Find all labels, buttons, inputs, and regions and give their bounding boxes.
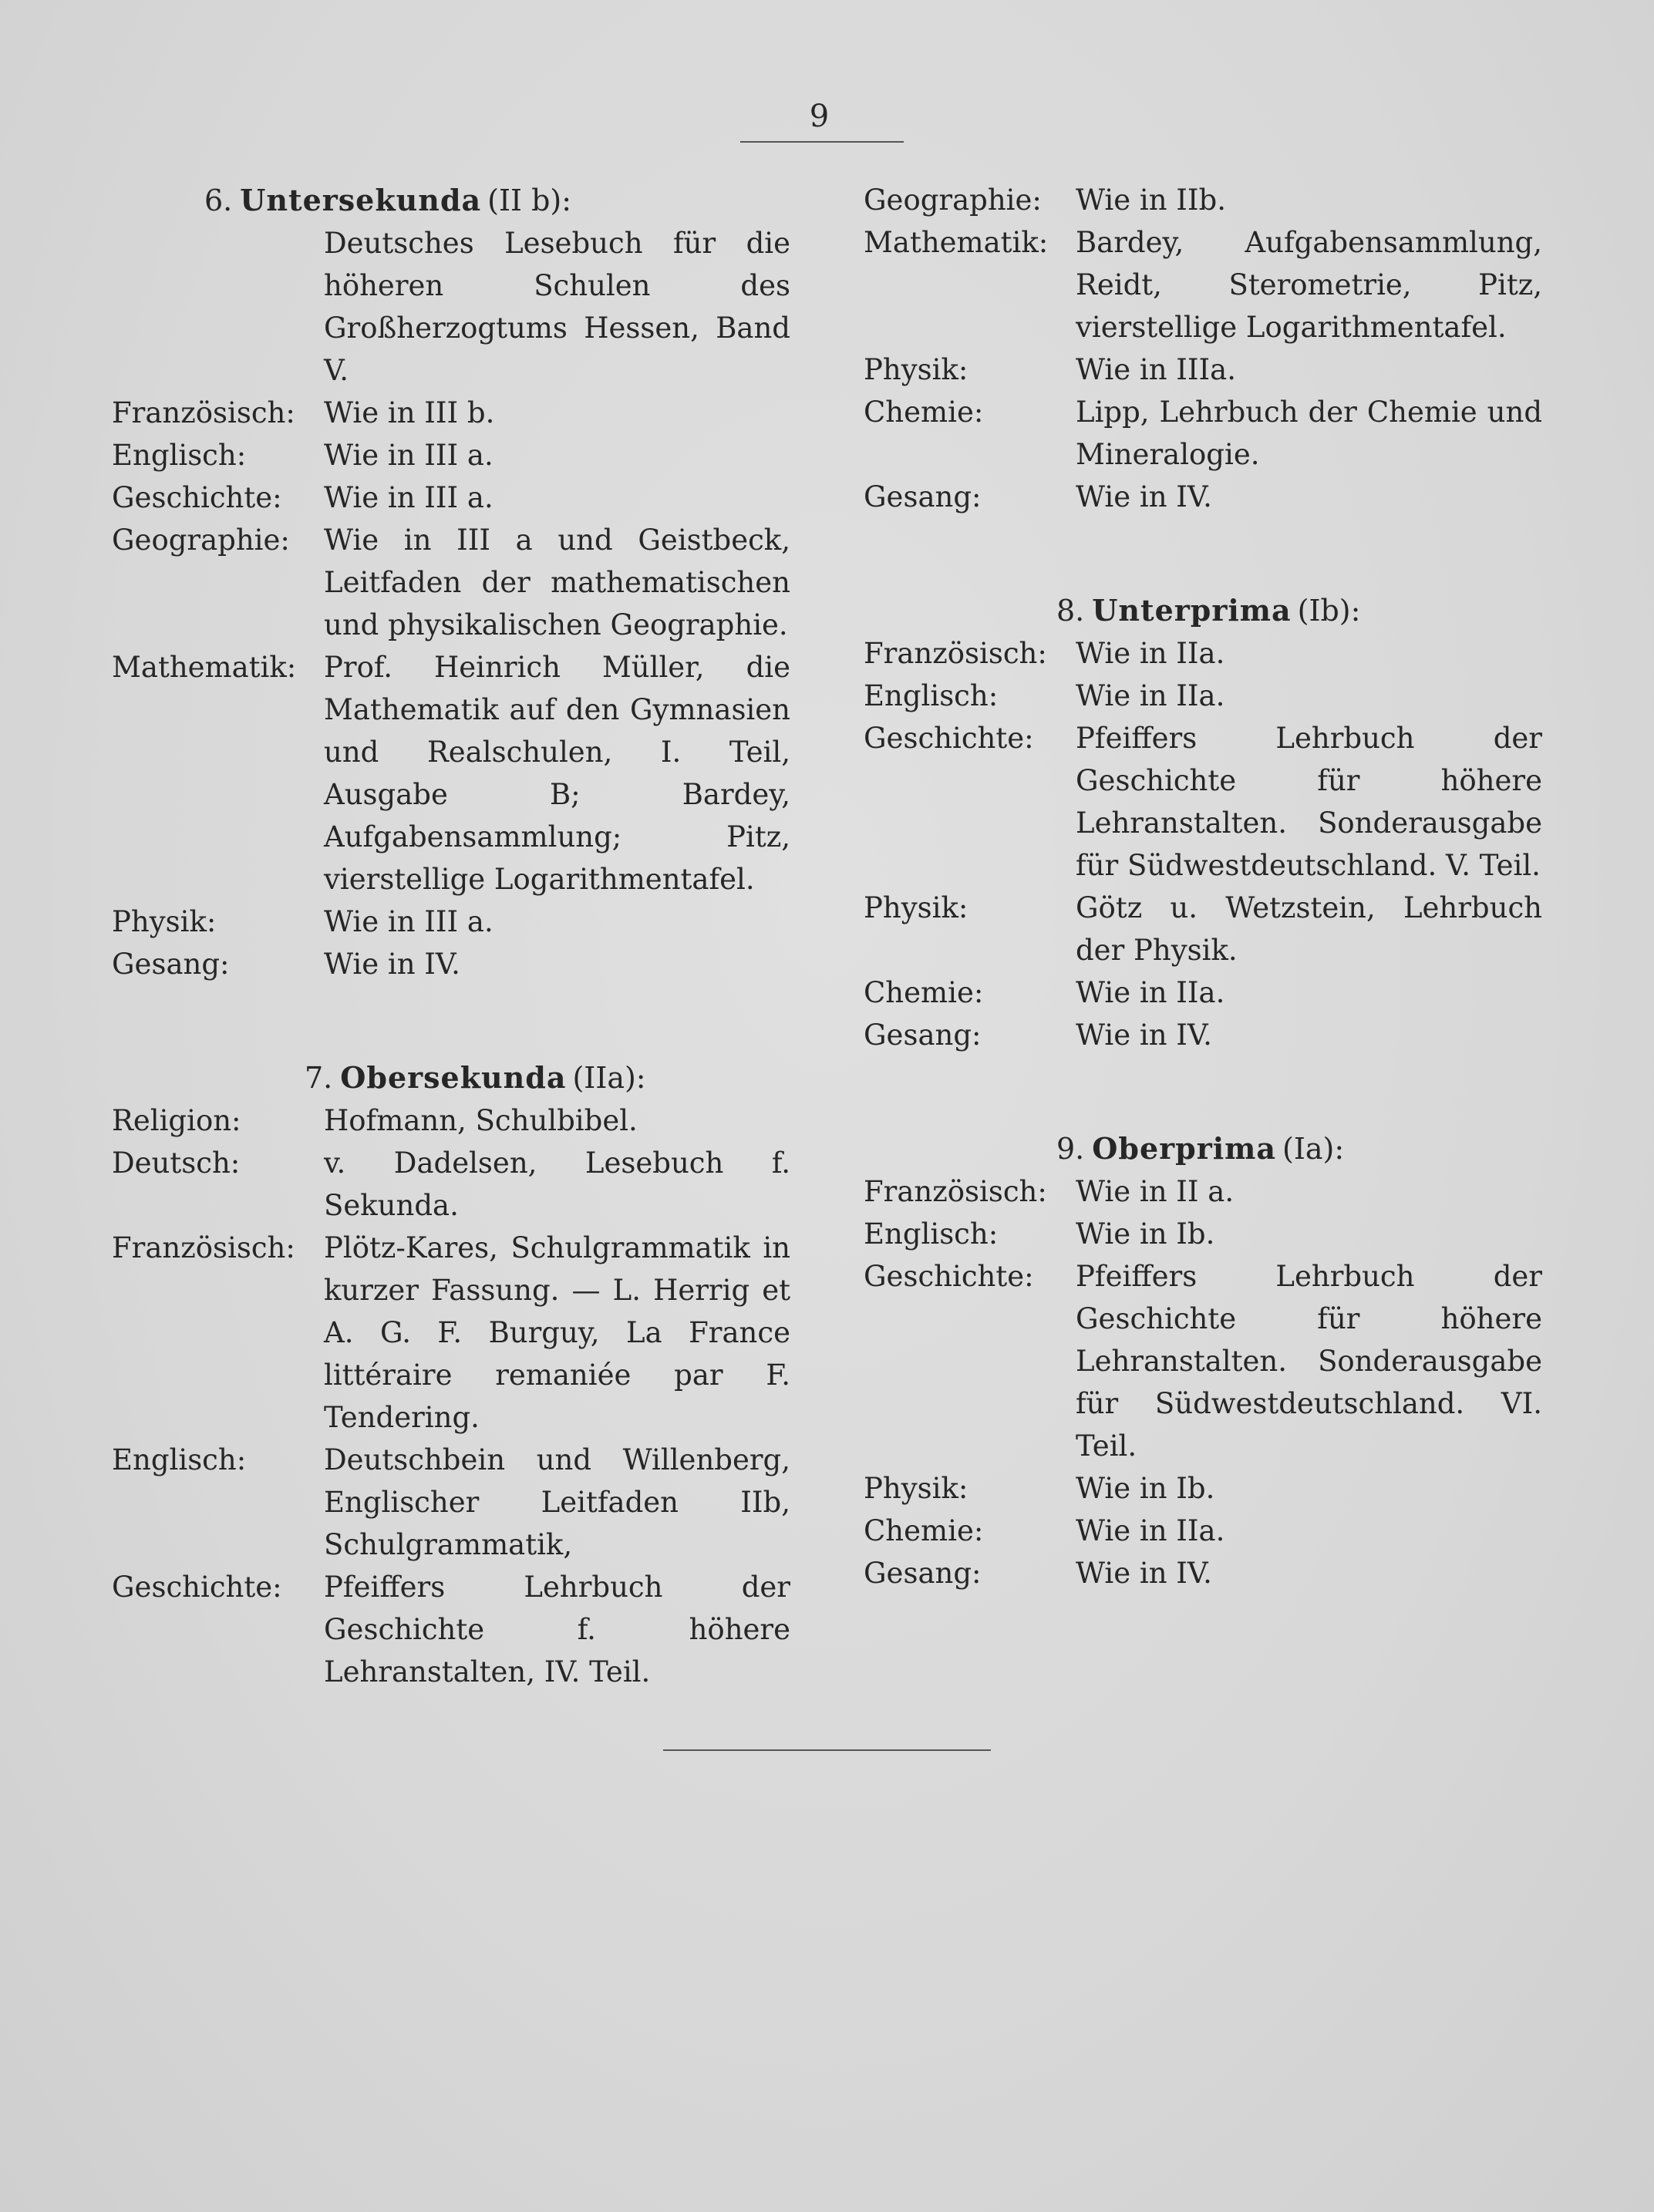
section-title: Untersekunda — [240, 183, 482, 217]
entry-gesang — [112, 943, 790, 985]
entry-chemie — [864, 391, 1542, 476]
entry-geographie — [864, 179, 1542, 221]
entry-subject: Geschichte: — [864, 722, 1034, 755]
section-class: (Ia): — [1282, 1132, 1345, 1166]
entry-subject: Französisch: — [864, 1175, 1047, 1208]
entry-text: Götz u. Wetzstein, Lehrbuch der Physik. — [1076, 891, 1542, 967]
page-number: 9 — [809, 99, 830, 134]
entry-subject: Französisch: — [864, 637, 1047, 670]
entry-subject: Chemie: — [864, 976, 984, 1009]
entry-englisch — [864, 1213, 1542, 1255]
entry-text: Wie in Ib. — [1076, 1217, 1215, 1251]
entry-text: Wie in IIIa. — [1076, 353, 1236, 386]
entry-subject: Englisch: — [864, 679, 999, 712]
section-title: Unterprima — [1092, 593, 1292, 628]
footer-rule — [663, 1749, 991, 1751]
entry-physik — [112, 901, 790, 943]
entry-subject: Französisch: — [112, 1231, 295, 1264]
entry-subject: Mathematik: — [112, 651, 297, 684]
entry-text: Wie in IV. — [1076, 480, 1212, 513]
entry-subject: Englisch: — [112, 439, 247, 472]
entry-subject: Physik: — [864, 353, 968, 386]
entry-subject: Geographie: — [112, 524, 290, 557]
entry-mathematik — [112, 646, 790, 901]
entry-subject: Mathematik: — [864, 226, 1049, 259]
section-heading — [864, 589, 1542, 632]
section-heading — [112, 1056, 790, 1099]
entry-text: Wie in III a. — [324, 481, 494, 514]
section-number: 8. — [1056, 594, 1085, 628]
section-unterprima — [864, 589, 1542, 1056]
entry-subject: Französisch: — [112, 396, 295, 429]
entry-text: Wie in IV. — [1076, 1557, 1212, 1590]
entry-gesang — [864, 1552, 1542, 1594]
entry-text: Hofmann, Schulbibel. — [324, 1104, 638, 1137]
entry-franzoesisch — [112, 392, 790, 434]
entry-physik — [864, 887, 1542, 971]
entry-subject: Gesang: — [112, 948, 230, 981]
entry-franzoesisch — [864, 632, 1542, 675]
entry-text: Wie in IV. — [1076, 1018, 1212, 1052]
section-obersekunda — [112, 1056, 790, 1693]
entry-chemie — [864, 971, 1542, 1014]
entry-text: Bardey, Aufgabensammlung, Reidt, Sterometrie, Pitz, vierstellige Logarithmentafel. — [1076, 226, 1542, 344]
entry-subject: Chemie: — [864, 1514, 984, 1547]
entry-subject: Englisch: — [112, 1443, 247, 1476]
entry-text: v. Dadelsen, Lesebuch f. Sekunda. — [324, 1146, 790, 1222]
entry-text: Wie in IIa. — [1076, 976, 1225, 1009]
entry-physik — [864, 1467, 1542, 1510]
section-number: 7. — [305, 1061, 333, 1095]
entry-gesang — [864, 476, 1542, 518]
entry-franzoesisch — [864, 1170, 1542, 1213]
entry-religion — [112, 1099, 790, 1142]
entry-text: Pfeiffers Lehrbuch der Geschichte f. höhere Lehranstalten, IV. Teil. — [324, 1571, 790, 1688]
section-untersekunda — [112, 179, 790, 985]
entry-text: Wie in IIb. — [1076, 183, 1226, 217]
entry-subject: Englisch: — [864, 1217, 999, 1251]
entry-text: Pfeiffers Lehrbuch der Geschichte für höhere Lehranstalten. Sonderausgabe für Südwestdeutschland. VI. Teil. — [1076, 1260, 1542, 1463]
entry-chemie — [864, 1510, 1542, 1552]
entry-subject: Physik: — [864, 891, 968, 924]
section-obersekunda-continued — [864, 179, 1542, 518]
entry-physik — [864, 348, 1542, 391]
section-oberprima — [864, 1127, 1542, 1594]
section-title: Obersekunda — [340, 1060, 567, 1095]
entry-subject: Deutsch: — [112, 1146, 241, 1180]
entry-text: Deutsches Lesebuch für die höheren Schulen des Großherzogtums Hessen, Band V. — [324, 227, 790, 387]
entry-mathematik — [864, 221, 1542, 348]
entry-subject: Gesang: — [864, 480, 982, 513]
entry-subject: Gesang: — [864, 1557, 982, 1590]
entry-text: Wie in IIa. — [1076, 1514, 1225, 1547]
entry-text: Lipp, Lehrbuch der Chemie und Mineralogie. — [1076, 396, 1542, 471]
entry-englisch — [864, 675, 1542, 717]
section-class: (Ib): — [1297, 594, 1361, 628]
entry-text: Pfeiffers Lehrbuch der Geschichte für höhere Lehranstalten. Sonderausgabe für Südwestdeutschland. V. Teil. — [1076, 722, 1542, 882]
entry-geschichte — [864, 1255, 1542, 1467]
entry-subject: Chemie: — [864, 396, 984, 429]
left-column — [112, 179, 790, 1693]
entry-geschichte — [864, 717, 1542, 887]
entry-geographie — [112, 519, 790, 646]
entry-text: Wie in III a. — [324, 905, 494, 938]
entry-subject: Geographie: — [864, 183, 1042, 217]
entry-text: Wie in IV. — [324, 948, 460, 981]
section-number: 9. — [1056, 1132, 1085, 1166]
section-title: Oberprima — [1092, 1131, 1276, 1166]
entry-text: Wie in III b. — [324, 396, 495, 429]
right-column — [864, 179, 1542, 1594]
section-class: (II b): — [487, 183, 572, 217]
entry-geschichte — [112, 476, 790, 519]
entry-text: Plötz-Kares, Schulgrammatik in kurzer Fassung. — L. Herrig et A. G. F. Burguy, La France littéraire remaniée par F. Tendering. — [324, 1231, 790, 1434]
entry-geschichte — [112, 1566, 790, 1693]
entry-text: Wie in Ib. — [1076, 1472, 1215, 1505]
entry-franzoesisch — [112, 1227, 790, 1439]
entry-englisch — [112, 434, 790, 476]
section-class: (IIa): — [572, 1061, 646, 1095]
entry-text: Wie in II a. — [1076, 1175, 1235, 1208]
header-rule — [740, 141, 904, 143]
section-number: 6. — [204, 183, 233, 217]
entry-subject: Geschichte: — [112, 1571, 282, 1604]
entry-subject: Gesang: — [864, 1018, 982, 1052]
entry-text: Wie in III a. — [324, 439, 494, 472]
entry-subject: Religion: — [112, 1104, 241, 1137]
entry-deutsch — [112, 1142, 790, 1227]
entry-text: Deutschbein und Willenberg, Englischer Leitfaden IIb, Schulgrammatik, — [324, 1443, 790, 1561]
entry-text: Prof. Heinrich Müller, die Mathematik auf den Gymnasien und Realschulen, I. Teil, Ausgabe B; Bardey, Aufgabensammlung; Pitz, vierstellige Logarithmentafel. — [324, 651, 790, 896]
entry-subject: Physik: — [112, 905, 217, 938]
entry-gesang — [864, 1014, 1542, 1056]
entry-subject: Physik: — [864, 1472, 968, 1505]
entry-subject: Geschichte: — [864, 1260, 1034, 1293]
section-heading — [112, 179, 790, 222]
entry-text: Wie in IIa. — [1076, 679, 1225, 712]
section-heading — [864, 1127, 1542, 1170]
entry-englisch — [112, 1439, 790, 1566]
entry-subject: Geschichte: — [112, 481, 282, 514]
entry-intro — [112, 222, 790, 392]
entry-text: Wie in IIa. — [1076, 637, 1225, 670]
entry-text: Wie in III a und Geistbeck, Leitfaden der mathematischen und physikalischen Geographie. — [324, 524, 790, 641]
